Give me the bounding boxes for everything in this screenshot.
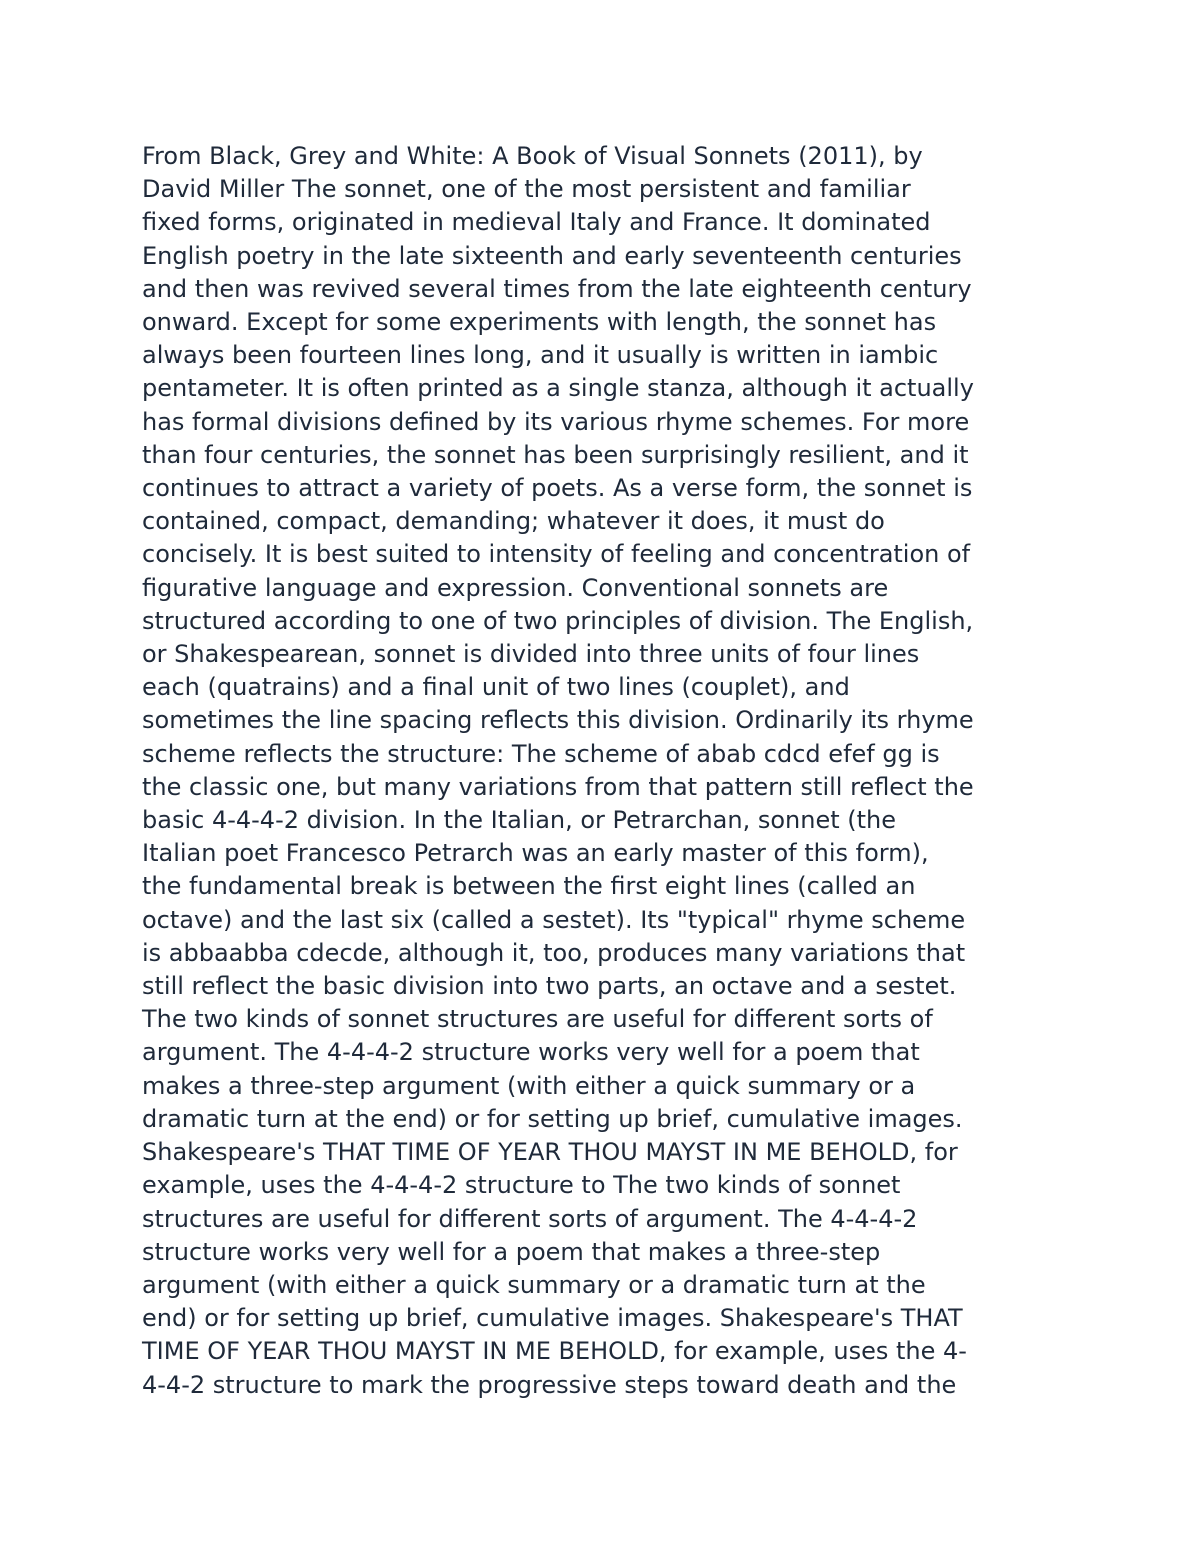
text-line: Italian poet Francesco Petrarch was an early master of this form), (142, 839, 929, 868)
text-line: concisely. It is best suited to intensity of feeling and concentration of (142, 540, 971, 569)
text-line: scheme reflects the structure: The scheme of abab cdcd efef gg is (142, 739, 940, 768)
text-line: fixed forms, originated in medieval Italy and France. It dominated (142, 208, 931, 237)
text-line: English poetry in the late sixteenth and early seventeenth centuries (142, 241, 962, 270)
text-line: example, uses the 4-4-4-2 structure to The two kinds of sonnet (142, 1171, 901, 1200)
text-line: pentameter. It is often printed as a single stanza, although it actually (142, 374, 974, 403)
text-line: structure works very well for a poem that makes a three-step (142, 1237, 881, 1266)
text-line: always been fourteen lines long, and it usually is written in iambic (142, 341, 939, 370)
text-line: the classic one, but many variations from that pattern still reflect the (142, 772, 974, 801)
text-line: the fundamental break is between the first eight lines (called an (142, 872, 916, 901)
text-line: Shakespeare's THAT TIME OF YEAR THOU MAYST IN ME BEHOLD, for (142, 1138, 958, 1167)
text-line: argument. The 4-4-4-2 structure works very well for a poem that (142, 1038, 920, 1067)
text-line: or Shakespearean, sonnet is divided into three units of four lines (142, 640, 920, 669)
text-line: 4-4-2 structure to mark the progressive steps toward death and the (142, 1370, 957, 1399)
text-line: structured according to one of two principles of division. The English, (142, 606, 974, 635)
text-line: David Miller The sonnet, one of the most persistent and familiar (142, 175, 911, 204)
text-line: makes a three-step argument (with either a quick summary or a (142, 1071, 916, 1100)
text-line: and then was revived several times from the late eighteenth century (142, 274, 972, 303)
text-line: TIME OF YEAR THOU MAYST IN ME BEHOLD, for example, uses the 4- (142, 1337, 967, 1366)
text-line: continues to attract a variety of poets. As a verse form, the sonnet is (142, 474, 973, 503)
text-line: onward. Except for some experiments with length, the sonnet has (142, 308, 937, 337)
text-line: figurative language and expression. Conventional sonnets are (142, 573, 889, 602)
text-line: basic 4-4-4-2 division. In the Italian, or Petrarchan, sonnet (the (142, 806, 896, 835)
text-line: dramatic turn at the end) or for setting up brief, cumulative images. (142, 1104, 963, 1133)
text-line: From Black, Grey and White: A Book of Visual Sonnets (2011), by (142, 142, 923, 170)
text-line: contained, compact, demanding; whatever it does, it must do (142, 507, 885, 536)
text-line: argument (with either a quick summary or a dramatic turn at the (142, 1270, 926, 1299)
text-line: is abbaabba cdecde, although it, too, produces many variations that (142, 938, 966, 967)
text-line: than four centuries, the sonnet has been surprisingly resilient, and it (142, 440, 969, 469)
text-line: has formal divisions defined by its various rhyme schemes. For more (142, 407, 970, 436)
text-line: structures are useful for different sorts of argument. The 4-4-4-2 (142, 1204, 918, 1233)
text-line: The two kinds of sonnet structures are useful for different sorts of (142, 1005, 933, 1034)
body-text (142, 140, 1072, 1402)
text-line: octave) and the last six (called a sestet). Its "typical" rhyme scheme (142, 905, 966, 934)
text-line: sometimes the line spacing reflects this division. Ordinarily its rhyme (142, 706, 974, 735)
text-line: still reflect the basic division into two parts, an octave and a sestet. (142, 972, 957, 1001)
text-line: end) or for setting up brief, cumulative images. Shakespeare's THAT (142, 1304, 963, 1333)
text-line: each (quatrains) and a final unit of two lines (couplet), and (142, 673, 850, 702)
